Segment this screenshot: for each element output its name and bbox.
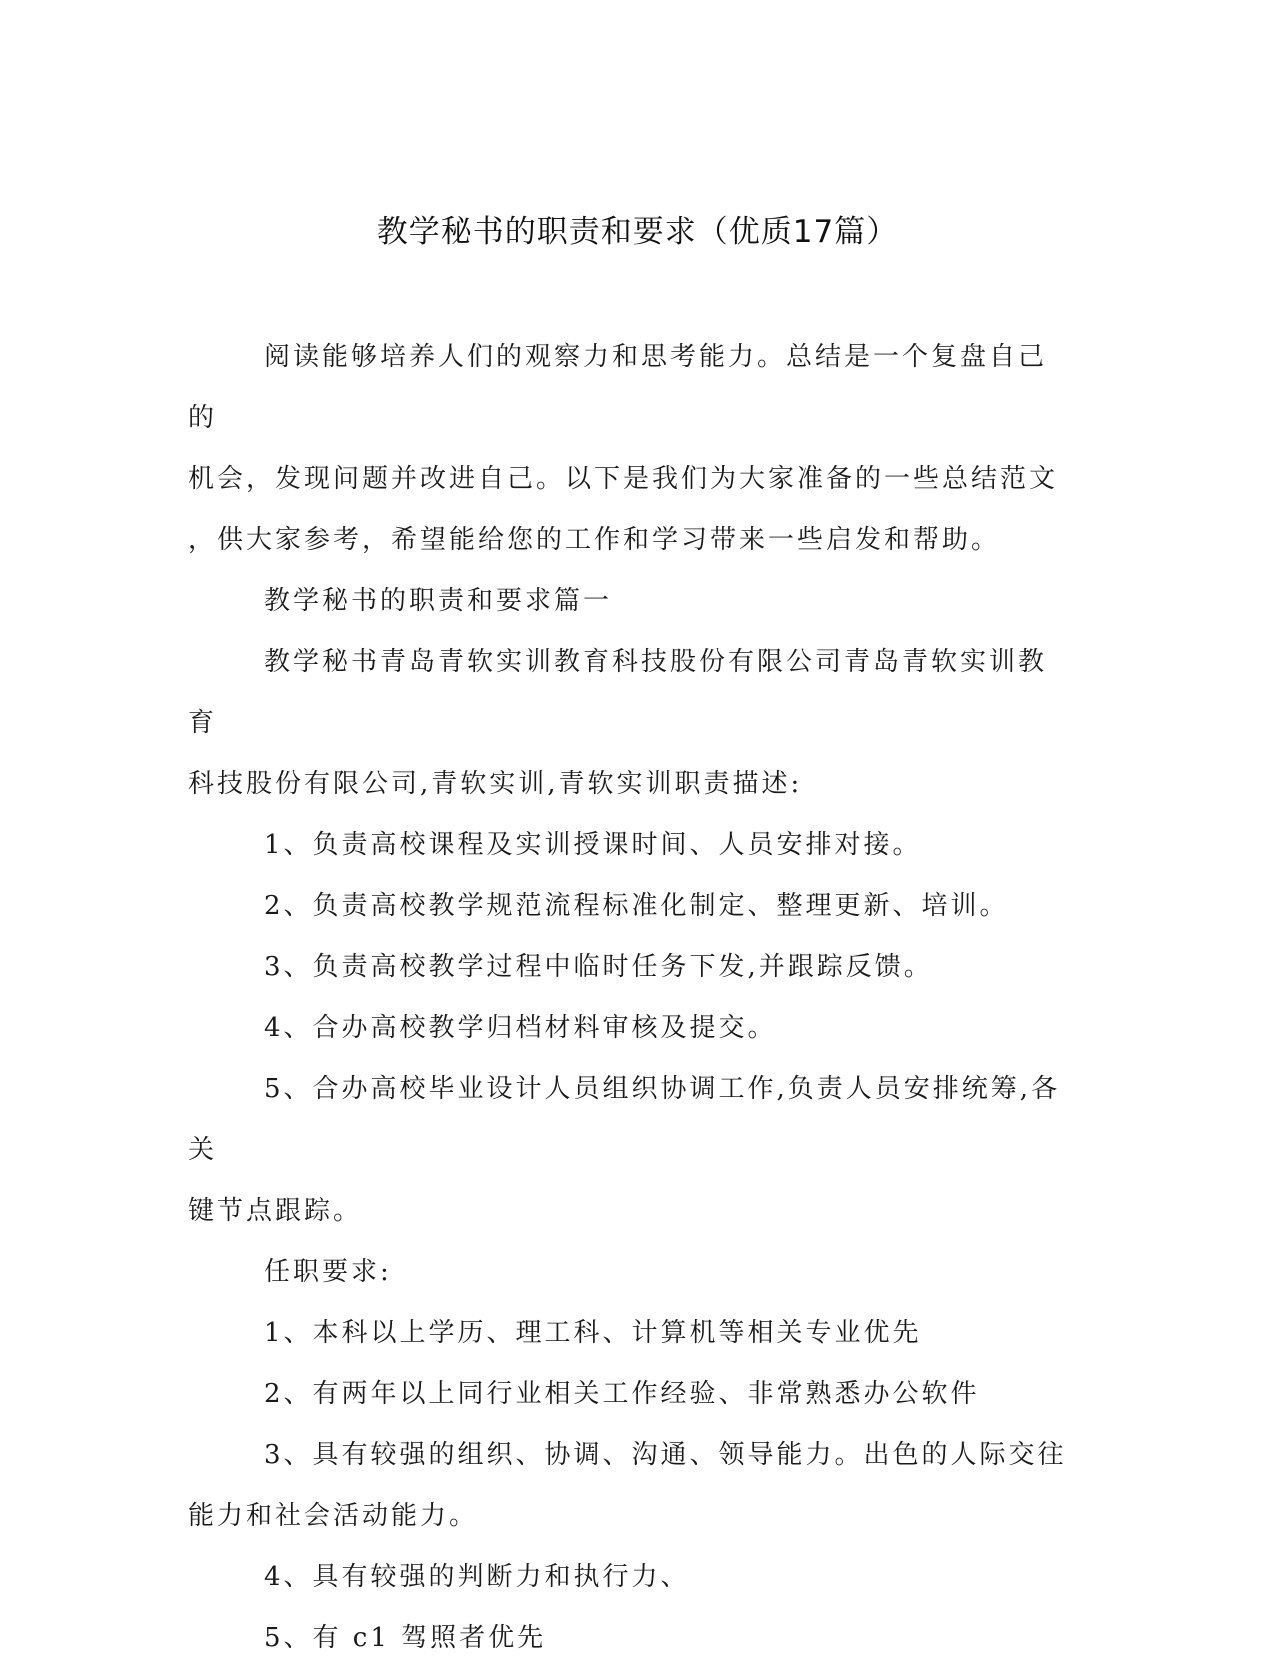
text-line: 5、合办高校毕业设计人员组织协调工作,负责人员安排统筹,各关	[188, 1074, 1061, 1165]
duty-item	[188, 998, 1068, 1059]
text-line: 2、有两年以上同行业相关工作经验、非常熟悉办公软件	[264, 1379, 980, 1409]
requirement-item	[188, 1608, 1068, 1669]
text-line: 3、负责高校教学过程中临时任务下发,并跟踪反馈。	[264, 952, 933, 982]
intro-paragraph	[188, 327, 1068, 571]
text-line: 教学秘书青岛青软实训教育科技股份有限公司青岛青软实训教育	[188, 647, 1048, 738]
text-line: ，供大家参考，希望能给您的工作和学习带来一些启发和帮助。	[188, 525, 1001, 555]
text-line: 任职要求:	[264, 1257, 392, 1287]
text-line: 3、具有较强的组织、协调、沟通、领导能力。出色的人际交往	[264, 1440, 1067, 1470]
requirement-item	[188, 1547, 1068, 1608]
text-line: 5、有 c1 驾照者优先	[264, 1623, 547, 1653]
document-body	[188, 327, 1068, 1669]
text-line: 4、合办高校教学归档材料审核及提交。	[264, 1013, 777, 1043]
text-line: 键节点跟踪。	[188, 1196, 363, 1226]
text-line: 教学秘书的职责和要求篇一	[264, 586, 613, 616]
text-line: 1、负责高校课程及实训授课时间、人员安排对接。	[264, 830, 922, 860]
document-title: 教学秘书的职责和要求（优质17篇）	[376, 214, 899, 250]
requirement-item	[188, 1364, 1068, 1425]
requirement-item	[188, 1303, 1068, 1364]
duty-item	[188, 876, 1068, 937]
text-line: 2、负责高校教学规范流程标准化制定、整理更新、培训。	[264, 891, 1009, 921]
section-heading	[188, 571, 1068, 632]
text-line: 4、具有较强的判断力和执行力、	[264, 1562, 690, 1592]
text-line: 1、本科以上学历、理工科、计算机等相关专业优先	[264, 1318, 922, 1348]
duty-item	[188, 1059, 1068, 1242]
duty-item	[188, 937, 1068, 998]
text-line: 阅读能够培养人们的观察力和思考能力。总结是一个复盘自己的	[188, 342, 1048, 433]
text-line: 机会，发现问题并改进自己。以下是我们为大家准备的一些总结范文	[188, 464, 1059, 494]
duty-item	[188, 815, 1068, 876]
requirement-item	[188, 1425, 1068, 1547]
text-line: 能力和社会活动能力。	[188, 1501, 479, 1531]
requirements-heading	[188, 1242, 1068, 1303]
text-line: 科技股份有限公司,青软实训,青软实训职责描述:	[188, 769, 803, 799]
job-intro-paragraph	[188, 632, 1068, 815]
